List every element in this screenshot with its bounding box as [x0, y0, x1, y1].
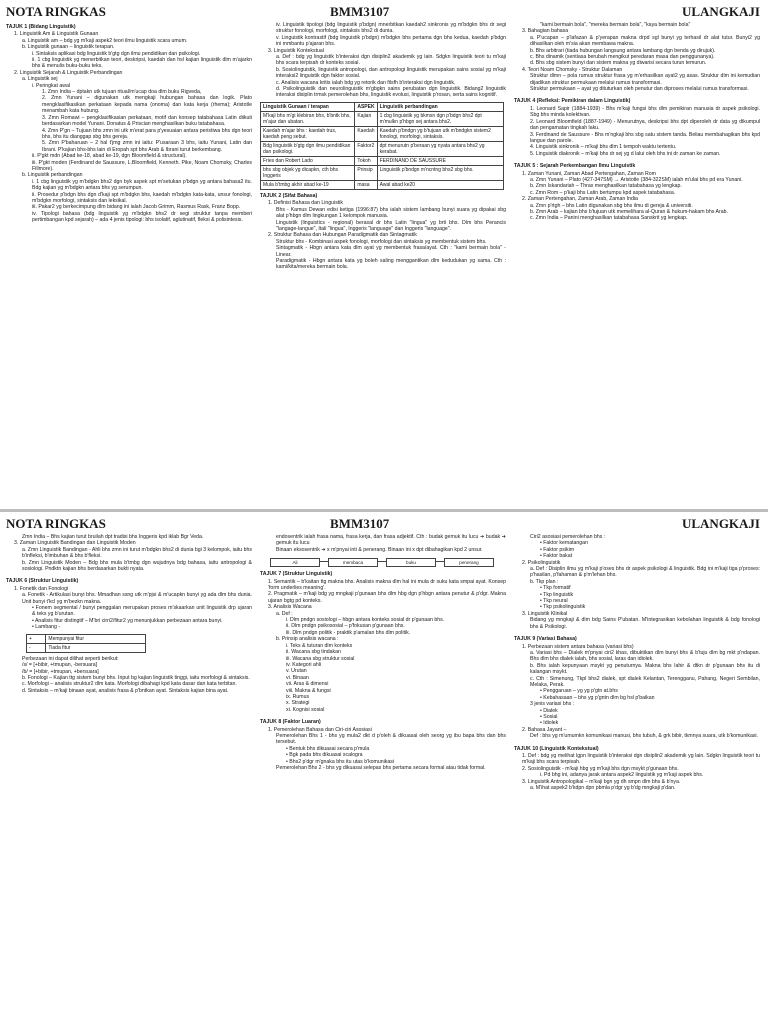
note-line: Def : bhs yg m'umumkn komunikasi manusi, bhs tubuh, & grk bibir, tkmnya suara, utk b'komunikasi. — [530, 733, 759, 740]
note-line: 3. Analisis Wacana — [268, 604, 312, 611]
note-line: viii. Makna & fungsi — [286, 687, 331, 694]
spacer — [514, 157, 760, 161]
note-line: v. Linguistik kontrastif (bdg linguistik p'bdgn) m'bdgkn bhs pertama dgn bhs kedua, kaedah p'bdgn ini mmbantu p'ajaran bhs. — [276, 34, 506, 48]
header-center: BMM3107 — [330, 4, 390, 19]
table-cell: Fries dan Robert Lado — [261, 156, 355, 165]
table-cell: FERDINAND DE SAUSSURE — [377, 156, 503, 165]
note-line: 2. Linguistik Sejarah & Linguistik Perbandingan — [14, 69, 123, 76]
note-line: "kami bermain bola", "mereka bermain bola", "kaya bermain bola" — [540, 22, 691, 28]
table-cell: Faktor2 — [355, 141, 377, 156]
table-cell: M'kaji bhs m'gi klebiran bhs, b'bntk bhs, m'ajar dan ubatan. — [261, 111, 355, 126]
note-line: Binaan eksosentrik ➜ x m'pnyai inti & penerang. Binaan ini x dpt dibahagikan kpd 2 unsur. — [276, 546, 483, 553]
note-line: 1. Leonard Sapir (1884-1939) - Bhs m'kaji fungsi bhs dlm pemikiran manusia dr aspek psikologi. Sbg bhs minda kolektivan. — [530, 105, 760, 119]
notes-table — [260, 102, 504, 190]
note-line: Pemerolehan Bhs 1 - bhs yg mula2 dkt d p'oleh & dikuasai oleh seorg yg ibu bapa bhs dan bhs tersebut. — [276, 732, 506, 746]
spacer — [514, 92, 760, 96]
table-header-cell: Linguistik perbandingan — [377, 102, 503, 111]
note-line: • Dialek — [540, 707, 558, 714]
note-line: • Bgk pada bhs dikuasai scalogra — [286, 752, 363, 759]
section-heading: TAJUK 2 (Sifat Bahasa) — [260, 192, 318, 199]
note-line: ii. Prosedur p'bdgn bhs dgn d'kaji spt m'bdgkn bhs, kaedah m'bdgkn kata-kata, unsur fonologi, m'bdgkn morfologi, sintaksis dan leksikal. — [32, 191, 252, 204]
spacer — [514, 630, 760, 634]
table-cell: Prinsip — [355, 165, 377, 180]
section-heading: TAJUK 10 (Linguistik Kontekstual) — [514, 745, 599, 752]
note-line: c. Zmn Rom – p'kaji bhs Latin bertumpu kpd aspek tatabahasa. — [530, 189, 676, 196]
table-cell: Bdg linguistik b'gtg dgn ilmu pendidikan dan psikologi. — [261, 141, 355, 156]
note-line: c. Morfologi – analisis struktur2 dlm kata. Morfologi dibahagi kpd kata dasar dan kata terbitan. — [22, 681, 237, 688]
note-line: • Tkp formatif — [540, 585, 571, 592]
note-line: 3. Zaman Linguistik Bandingan dan Linguistik Moden — [14, 540, 136, 547]
note-line: i. 1 cbg linguistik yg m'bdgkn bhs2 dgn byk aspek spt m'setukan p'bdgn yg antara bahasa2 itu. Bdg kajian yg m'bdgkn antara bhs yg serumpun. — [32, 178, 252, 192]
note-line: a. M'ihat aspek2 b'kdpn dpn pbmla p'dgr yg b'dg mngkaji p'dan. — [530, 785, 676, 792]
note-line: a. Fonetik - Artikulasi bunyi bhs. Mmadhan ssng utk m'pjsi & m'ucapkn bunyi yg ada dlm bhs dunia. Unit bunyi t'kcl yg m'bezkn makna. — [22, 592, 252, 605]
table-cell: dpt menurutn p'beraan yg nyata antara bhs2 yg kerabat. — [377, 141, 503, 156]
page-2-header — [0, 516, 768, 534]
note-line: 4. Linguistik sinkronik – m'kaji bhs dlm 1 tempoh waktu tertentu. — [530, 144, 677, 151]
note-line: Perbezaan ini dapat dilihat seperti berikut: — [22, 655, 119, 662]
note-line: • Bhs2 p'dgr m'gnaka bhs itu utas b'komunikasi — [286, 758, 395, 765]
note-line: i. Peringkat awal — [32, 82, 71, 89]
page-1-header — [0, 4, 768, 22]
note-line: iii. Wacana sbg struktur sosial — [286, 655, 355, 662]
note-line: 1. Linguistik Am & Linguistik Gunaan — [14, 31, 99, 38]
table-cell: Awal abad ke20 — [377, 180, 503, 189]
note-line: iv. Linguistik tipologi (bdg linguistik p'bdgn) mnerbitkan kaedah2 sinkronis yg m'bdgkn bhs dr segi struktur fonologi, morfologi, sintaksis bhs2 di dunia. — [276, 22, 506, 35]
diagram-box: penerang — [444, 558, 494, 567]
note-line: • Penggaruan – yg yg p'gtn at.bhs — [540, 688, 618, 695]
note-line: d. Bhs sbg sistem bunyi dan sistem makna yg diwarisi secara turun temurun. — [530, 60, 707, 67]
note-line: Linguistik (linguistics - regional) berasal dr bhs Latin "lingua" yg brti bhs. Dlm bhs Perancis "langage-langue", Itali "lingua", Inggeris "language" dan Inggeris "language". — [276, 219, 506, 232]
note-line: 2. Leonard Bloomfield (1887-1949) - Menurutnya, deskripsi bhs dpt diperoleh dr data yg dikumpul dan pengamatan tingkah laku. — [530, 118, 760, 132]
note-line: Zmn India – Bhs kajian turut bruilah dpt tradisi bhs Inggeris kpd iklab Bgr Veda. — [22, 534, 204, 540]
note-line: • Tkp linguistik — [540, 591, 574, 598]
note-line: iii. P'gkt moden (Ferdinand de Saussure, L.Bloomfield, Kenneth. Pike, Noam Chomsky, Charles Fillmore). — [32, 159, 252, 172]
diagram-box: buku — [386, 558, 436, 567]
note-line: Sintagmatik - Hbgn antara kata dlm ayat yg membentuk frasa/ayat. Cth : "kami bermain bola" - Linear. — [276, 245, 506, 258]
note-line: c. Cth : Simenung, Tkpl bhs2 dialek, spt dialek Kelantan, Terengganu, Pahang, Negeri Sembilan, Melaka, Perak. — [530, 675, 760, 688]
page-2 — [0, 512, 768, 1024]
note-line: • Faktor kematangan — [540, 540, 588, 547]
table-cell: Kaedah m'ajar bhs : kaedah trus, kaedah peng sebut. — [261, 126, 355, 141]
note-line: ii. Wacana sbg tindakan — [286, 649, 341, 656]
spacer — [260, 713, 506, 717]
note-line: • Tkp psikolinguistik — [540, 604, 586, 611]
note-line: 3. Linguistik Klinikal — [522, 610, 568, 617]
structure-diagram — [270, 555, 506, 569]
note-line: 3. Linguistik Kontekstual — [268, 47, 324, 54]
note-line: Bhs - Kamus Dewan edisi ketiga (1996:87) bhs ialah sistem lambang bunyi suara yg dipakai sbg alat p'hbgn dlm lingkungan 1 kelompok manusia. — [276, 206, 506, 220]
note-line: /s/ = [+bibir, +tmupan, -bersuara] — [22, 662, 98, 669]
table-row — [261, 111, 504, 126]
note-line: iv. Kategori ahli — [286, 661, 322, 668]
section-heading: TAJUK 5 : Sejarah Perkembangan Ilmu Linguistik — [514, 163, 636, 170]
table-row — [27, 634, 146, 643]
table-row — [27, 643, 146, 652]
table-row — [261, 180, 504, 189]
note-line: a. Def : — [276, 610, 293, 617]
table-cell: bhs sbg objek yg dicapkn, cth bhs Inggeris — [261, 165, 355, 180]
note-line: c. Bhs dinamik (sentiasa berubah mengikut peredaran masa dan penggunanya). — [530, 54, 715, 61]
table-cell: Kaedah p'bndgn yg b'tujuan utk m'bndgkn sistem2 fonologi, morfologi, sintaksis. — [377, 126, 503, 141]
note-line: Struktur bhs - Kombinasi aspek fonologi, morfologi dan sintaksis yg membentuk sistem bhs. — [276, 238, 487, 245]
table-cell: masa — [355, 180, 377, 189]
note-line: b. Linguistik perbandingan — [22, 172, 83, 179]
note-line: ii. Dlm pndgn psikososial – p'fokusan p'gunaan bhs. — [286, 623, 405, 630]
spacer — [6, 572, 252, 576]
note-line: 1. Def : bdg yg melihat lgpn linguistik b'interaksi dgn disiplin2 akademik yg lain. Sdgkn linguistik teori tu m'kaji bhs scara terpisah. — [522, 753, 760, 766]
diagram-connector — [378, 561, 386, 562]
note-line: • Idiolek — [540, 720, 559, 727]
note-line: Pemerolehan Bhs 2 - bhs yg dikuasai selepas bhs pertama secara formal atau tidak formal. — [276, 765, 486, 771]
note-line: xi. Kognisi sosial — [286, 706, 325, 713]
table-row — [261, 156, 504, 165]
note-line: 2. Sosiolinguistik - m'kaji hbg yg m'kaji bhs dgn msykt p'gunaan bhs. — [522, 765, 679, 772]
note-line: a. Def : Disiplin ilmu yg m'kaji p'oses bhs dr aspek psikologi & linguistik. Bdg ini m'kaji tiga p'proses: p'hasilan, p'fahaman & p'm'lehan bhs. — [530, 566, 760, 579]
table-row — [261, 165, 504, 180]
note-line: b. Bhs arbitrari (tiada hubungan langsung antara lambang dgn benda yg dirujuk). — [530, 47, 716, 54]
note-line: a. Zmn p'rtgh – bhs Latin digunakan sbg bhs ilmu di gereja & universiti. — [530, 202, 693, 209]
table-cell: + — [27, 634, 46, 643]
note-line: i. Teks & tuturan dlm konteks — [286, 642, 353, 649]
header-left: NOTA RINGKAS — [6, 516, 106, 531]
table-row — [261, 126, 504, 141]
table-cell: Linguistik p'bndgn m'ncntng bhs2 sbg bhs. — [377, 165, 503, 180]
note-line: 2. Zaman Pertengahan, Zaman Arab, Zaman India — [522, 196, 638, 203]
table-row — [261, 141, 504, 156]
diagram-connector — [436, 561, 444, 562]
note-line: • Faktor psikim — [540, 546, 575, 553]
note-line: b. Zmn Iskandariah – Thrax menghasilkan tatabahasa yg lengkap. — [530, 183, 682, 190]
table-cell: Kaedah — [355, 126, 377, 141]
note-line: b. Tkp plan : — [530, 578, 559, 585]
note-line: 1. Fonetik dan Fonologi — [14, 585, 69, 592]
note-line: 1. Semantik – b'kaitan ttg makna bhs. Analisis makna dlm hal ini mula dr suku kata smpai ayat. Konsep 'form underlies meaning'. — [268, 578, 506, 592]
section-heading: TAJUK 9 (Variasi Bahasa) — [514, 636, 577, 643]
table-header-cell: Linguistik Gunaan / terapan — [261, 102, 355, 111]
note-line: 1. Zaman Yunani, Zaman Abad Pertengahan, Zaman Rom — [522, 170, 656, 177]
note-line: a. Linguistik sej — [22, 76, 58, 83]
note-line: ii. 1 cbg linguistik yg menerbitkan teori, deskripsi, kaedah dan hsl kajian linguistik dlm m'ajarkn bhs & menulis buku-buku teks. — [32, 57, 252, 70]
note-line: • Sosial — [540, 713, 558, 720]
note-line: 1. Zmn India – dptakn utk tujuan ritual/m'ucap doa dlm buku Rigveda, — [42, 89, 202, 96]
note-line: endosentrik ialah frasa nama, frasa kerja, dan frasa adjektif. Cth : budak gemuk itu lucu ➜ budak ➜ gemuk itu lucu — [276, 534, 506, 547]
note-line: • Faktor bakat — [540, 553, 573, 560]
note-line: 4. Zmn P'gn – Tujuan bhs zmn ini utk m'erat para p'yesuaian antara peristiwa bhs dgn teori bhs, bhs itu dianggap sbg bhs gereja. — [42, 127, 252, 140]
note-line: b. Sosiolinguistik, linguistik antropologi, dan antropologi linguistik merupakan sains sosial yg m'kaji interaksi2 linguistik dgn faktor sosial. — [276, 66, 506, 80]
note-line: b. Fonologi – Kajian ttg sistem bunyi bhs. Input bg kajian linguistik tinggi, iaitu morfologi & sintaksis. — [22, 674, 250, 681]
page-2-column-2 — [260, 534, 506, 771]
header-right: ULANGKAJI — [681, 516, 760, 531]
note-line: b. Zmn Linguistik Moden – Bdg bhs mula b'tmbg dgn wujudnya bdg bahasa, iaitu antropologi & sosiologi. Pndktn kajian bhs berdasarkan bukti nyata. — [22, 559, 252, 573]
diagram-box: Ali — [270, 558, 320, 567]
note-line: 2. Bahasa Jayant – — [522, 726, 567, 733]
note-line: iv. Tipologi bahasa (bdg linguistik yg m'bdgkn bhs2 dr segi struktur tanpa memberi pertimbangan kpd sejarah) – ada 4 jenis tipologi: bhs isolatif, aglutinatif, fleksi & polisintesis. — [32, 210, 252, 224]
note-line: vi. Binaan — [286, 674, 309, 681]
note-line: b. Bhs ialah kepunyaan msykt yg penuturnya. Makna bhs lahir & dtkn dr p'gunaan bhs itu di kalangan msykt. — [530, 662, 760, 676]
note-line: 2. Pragmatik – m'kaji bdg yg mngkaji p'gunaan bhs dlm hbg dgn p'hbgn antara penutur & p'dgr. Makna ujaran bgtg pd konteks. — [268, 591, 506, 604]
table-cell: - — [27, 643, 46, 652]
note-line: • Tkp neural — [540, 598, 568, 605]
header-center: BMM3107 — [330, 516, 390, 531]
note-line: b. Zmn Arab – kajian bhs b'tujuan utk memelihara al-Quran & hukum-hakam bhs Arab. — [530, 208, 728, 215]
note-line: 2. Psikolinguistik — [522, 559, 561, 566]
note-line: v. Urutan — [286, 668, 307, 675]
header-right: ULANGKAJI — [681, 4, 760, 19]
note-line: ix. Rumus — [286, 693, 310, 700]
note-line: Paradigmatik - Hbgn antara kata yg boleh saling menggantikan dlm kedudukan yg sama. Cth : kami/kita/mereka bermain bola. — [276, 257, 506, 271]
note-line: 3. Zmn Romawi – pengklasifikasian perkataan, motif dan konsep tatabahasa Latin diikuti berdasarkan model Yunani. Donatus & Priscian menghasilkan buku tatabahasa. — [42, 114, 252, 128]
note-line: d. Sintaksis – m'kaji binaan ayat, analisis frasa & p'bntkan ayat. Sintaksis kajian bina ayat. — [22, 687, 229, 694]
note-line: iii. Pakar2 yg berkecimpung dlm bidang ini ialah Jacob Grimm, Rasmus Rask, Franz Bopp. — [32, 204, 241, 211]
note-line: 3. Ferdinand de Saussure - Bhs m'ngkaji bhs sbg satu sistem tanda. Beliau membahagikan bhs kpd langue dan parole. — [530, 131, 760, 144]
note-line: 4. Teori Noam Chomsky - Struktur Dalaman — [522, 66, 623, 73]
note-line: Struktur permukaan – ayat yg dituturkan oleh penutur dan diproses melalui rumus transformasi. — [530, 86, 749, 93]
note-line: 5. Linguistik diakronik – m'kaji bhs dr sej yg d lalui oleh bhs ini dr zaman ke zaman. — [530, 150, 721, 157]
note-line: • Kebahasaan – bhs yg p'gntn dlm bg hsl p'baikan — [540, 694, 655, 701]
note-line: a. Zmn Linguistik Bandingan - Ahli bhs zmn ini turut m'bdgkn bhs2 di dunia bgi 3 kelompok, iaitu bhs b'infleksi, b'imbuhan & bhs b'fleksi. — [22, 546, 252, 560]
note-line: a. P'ucapan – p'lafazan & p'yerapan makna drpd sgl bunyi yg terhasil dr alat tutur. Bunyi2 yg dihasilkan oleh m'sia akan membawa makna. — [530, 34, 760, 48]
note-line: i. Pd bhg ini, adanya jarak antara aspek2 linguistik yg m'kaji aspek bhs. — [540, 772, 704, 779]
diagram-box: membaca — [328, 558, 378, 567]
note-line: 1. Definisi Bahasa dan Linguistik — [268, 200, 343, 207]
table-cell: Tiada fitur — [46, 643, 146, 652]
note-line: vii. Aras & dimensi — [286, 681, 329, 688]
table-cell: Kajian — [355, 111, 377, 126]
diagram-connector — [320, 561, 328, 562]
section-heading: TAJUK 7 (Struktur Linguistik) — [260, 571, 333, 578]
note-line: c. Zmn India – Panini menghasilkan tatabahasa Sanskrit yg lengkap. — [530, 215, 688, 222]
note-line: 3 jenis variasi bhs : — [530, 701, 575, 708]
note-line: b. Prinsip analisis wacana : — [276, 636, 339, 643]
table-cell: Tokoh — [355, 156, 377, 165]
note-line: Struktur dlmn – pola rumus struktur frasa yg m'erhasilkan ayat2 yg asas. Struktur dlm ini kemudian dijadikan struktur permukaan melalui rumus transformasi. — [530, 73, 760, 86]
note-line: a. Def : bdg yg linguistik b'interaksi dgn disiplin2 akademik yg lain. Sdgkn linguistik teori tu m'kaji bhs scara terpisah dr konteks sosial. — [276, 54, 506, 67]
table-header-cell: ASPEK — [355, 102, 377, 111]
page-1-column-2 — [260, 22, 506, 271]
note-line: a. Linguistik am – bdg yg m'kaji aspek2 teori ilmu linguistik scara umum. — [22, 37, 188, 44]
table-cell: Mempunyai fitur — [46, 634, 146, 643]
section-heading: TAJUK 6 (Struktur Linguistik) — [6, 578, 79, 585]
section-heading: TAJUK 4 (Refleksi: Pemikiran dalam Linguistik) — [514, 98, 631, 105]
spacer — [514, 740, 760, 744]
note-line: 2. Struktur Bahasa dan Hubungan Paradigmatik dan Sintagmatik — [268, 232, 417, 239]
note-line: i. Sintaksis aplikasi bdg linguistik b'gtg dgn ilmu pendidikan dan psikologi. — [32, 50, 201, 57]
note-line: Ciri2 asosiasi pemerolehan bhs : — [530, 534, 606, 540]
note-line: /b/ = [+bibir, +tmupan, +bersuara] — [22, 668, 99, 675]
table-cell: 1 cbg linguistik yg bkmsn dgn p'bdgn bhs2 dpt m'mulkn p'hbgn sej antara bhs2. — [377, 111, 503, 126]
note-line: c. Analisis wacana kritis ialah bdg yg retorik dan filsfh b'interaksi dgn linguistik. — [276, 79, 456, 86]
note-line: • Analisis fitur distingtif – M'bri cirri2/fitur2 yg menunjukkan perbezaan antara bunyi. — [32, 617, 223, 624]
page-2-column-1 — [6, 534, 252, 694]
note-line: a. Variasi bhs – Dialek m'pnyai ciri2 khas, dibuktikan dlm bunyi bhs & b'tuju dlm bg mkt p'ndapan. Bhs dlm bhs dialek ialah, bhs sosial, laras dan idiolek. — [530, 649, 760, 663]
note-line: Bidang yg mngkaji & dlm bdg Sains P'ubatan. M'integrasikan kebolahan linguistik & bdg fonologi bhs & Psikologi. — [530, 617, 760, 630]
note-line: • Bentuk bhs dikuasai secara p'mula — [286, 745, 370, 752]
note-line: b. Linguistik gunaan – linguistik terapan. — [22, 44, 115, 51]
note-line: 1. Pemerolehan Bahasa dan Ciri-ciri Asosiasi — [268, 726, 372, 733]
page-1-column-1 — [6, 22, 252, 224]
note-line: x. Strategi — [286, 700, 310, 707]
page-2-column-3 — [514, 534, 760, 791]
note-line: 3. Linguistik Antropologikal – m'kaji bgn yg dh smpn dlm bhs & b'nya. — [522, 778, 681, 785]
note-line: 2. Zmn Yunani – digunakan utk mengkaji hubungan bahasa dan logik. Plato mengklasifikasikan perkataan kepada nama (onoma) dan kata kerja (rhema); Aristotle menambah kata hubung. — [42, 95, 252, 115]
header-left: NOTA RINGKAS — [6, 4, 106, 19]
note-line: a. Zmn Yunani – Plato (427-347SM) → Aristotle (384-322SM) ialah m'ulai bhs pd era Yunani. — [530, 176, 743, 183]
note-line: 3. Bahagian bahasa — [522, 28, 569, 35]
note-line: 1. Perbezaan sistem antara bahasa (variasi bhs) — [522, 643, 634, 650]
section-heading: TAJUK 8 (Faktor Luaran) — [260, 719, 321, 726]
notes-table — [26, 634, 146, 653]
table-cell: Mula b'tmbg akhir abad ke-19 — [261, 180, 355, 189]
note-line: iii. Dlm pndgn politik - praktik p'amalan bhs dlm politik. — [286, 629, 411, 636]
note-line: ii. P'gkt mdn (Abad ke-18, abad ke-19, dgn Bloomfield & structural). — [32, 153, 187, 160]
section-heading: TAJUK 1 (Bidang Linguistik) — [6, 24, 76, 30]
note-line: • Fonem segmental / bunyi penggalan merupakan proses m'skaarkan unit linguistik drp ujaran & teks yg b'urutan. — [32, 605, 252, 618]
page-1-column-3 — [514, 22, 760, 222]
note-line: 5. Zmn P'baharuan – 2 hal t'jmg zmn ini iaitu: P'usaraan 3 bhs, iaitu Yunani, Latin dan Ibrani. P'kajian bhs-bhs lain di Eropah spt bhs Arab & Ibrani turut berkembang. — [42, 140, 252, 153]
note-line: i. Dlm pndgn sosiologi – hbgn antara konteks sosial dr p'gunaan bhs. — [286, 617, 445, 624]
table-header-row — [261, 102, 504, 111]
note-line: d. Psikolinguistik dan neurolinguistik m'gbgkn sains perubatan dgn linguistik. Bidang2 linguistik interaksi disiplin trmsk pemerolehan bhs, linguistik evolusi, linguistik p'rosan, serta sains kognitif. — [276, 86, 506, 99]
note-line: • Lambang - — [32, 624, 61, 631]
